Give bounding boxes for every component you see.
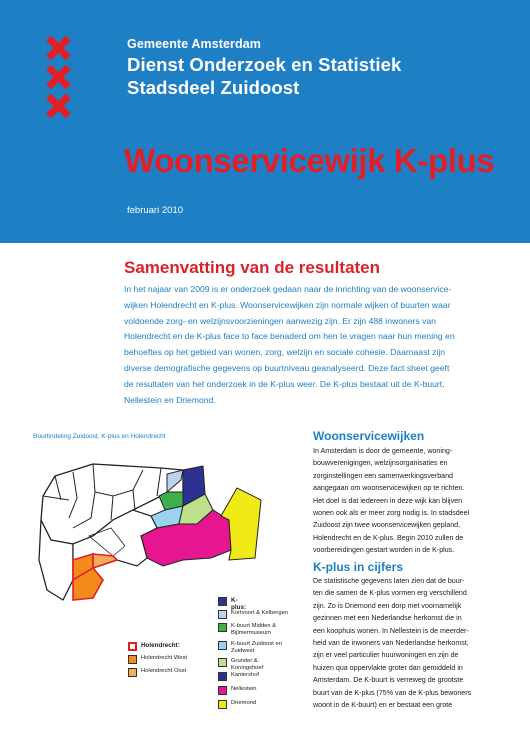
paragraph-line: een koophuis wonen. In Nellestein is de meerder- bbox=[313, 626, 469, 635]
summary-line: wijken Holendrecht en K-plus. Woonservicewijken zijn normale wijken of buurten waar bbox=[124, 299, 451, 310]
legend-heading-row bbox=[128, 642, 180, 651]
legend-item bbox=[218, 610, 291, 619]
amsterdam-crosses-logo bbox=[44, 36, 72, 123]
legend-item bbox=[218, 686, 291, 695]
legend-label: K-buurt Zuidoost en Zuidwest bbox=[231, 641, 282, 654]
cross-icon bbox=[44, 94, 72, 118]
paragraph-line: Zuidoost zijn twee woonservicewijken gepland, bbox=[313, 521, 461, 530]
summary-line: diverse demografische gegevens op buurtniveau geanalyseerd. Deze fact sheet geeft bbox=[124, 362, 450, 373]
woonservicewijken-heading: Woonservicewijken bbox=[313, 429, 425, 443]
summary-line: In het najaar van 2009 is er onderzoek gedaan naar de inrichting van de woonservice- bbox=[124, 284, 452, 294]
kplus-cijfers-paragraph bbox=[313, 575, 498, 711]
paragraph-line: gezinnen met een Nederlandse herkomst die in bbox=[313, 614, 462, 623]
kplus-cijfers-heading: K-plus in cijfers bbox=[313, 560, 404, 574]
header-banner bbox=[0, 0, 530, 243]
paragraph-line: woont in de K-buurt) en er bestaat een grote bbox=[313, 701, 453, 710]
paragraph-line: buurt van de K-plus (75% van de K-plus bewoners bbox=[313, 688, 472, 697]
legend-label: Kortvoort & Kelbergen bbox=[231, 610, 289, 616]
summary-heading: Samenvatting van de resultaten bbox=[124, 258, 381, 277]
woonservicewijken-paragraph bbox=[313, 445, 498, 557]
summary-line: voldoende zorg- en welzijnsvoorzieningen aanwezig zijn. Er zijn 488 inwoners van bbox=[124, 315, 436, 326]
neighbourhood-map bbox=[33, 440, 283, 610]
paragraph-line: In Amsterdam is door de gemeente, woning- bbox=[313, 447, 453, 455]
paragraph-line: ten die samen de K-plus vormen erg verschillend bbox=[313, 589, 467, 598]
legend-swatch bbox=[218, 658, 227, 667]
organisation-name: Gemeente Amsterdam bbox=[127, 37, 262, 51]
summary-line: behoeftes op het gebied van wonen, zorg, welzijn en sociale cohesie. Daarnaast zijn bbox=[124, 347, 446, 358]
legend-label: Grunder & Koningshoef bbox=[231, 658, 264, 671]
legend-swatch bbox=[128, 642, 137, 651]
paragraph-line: zorginstellingen een samenwerkingsverband bbox=[313, 471, 453, 480]
legend-item bbox=[218, 641, 291, 655]
summary-line: de resultaten van het onderzoek in de K-plus weer. De K-plus bestaat uit de K-buurt, bbox=[124, 378, 445, 389]
publication-date: februari 2010 bbox=[127, 205, 183, 216]
paragraph-line: bouwverenigingen, welzijnsorganisaties en bbox=[313, 459, 448, 468]
legend-item bbox=[218, 658, 291, 672]
cross-icon bbox=[44, 65, 72, 89]
legend-swatch bbox=[218, 641, 227, 650]
legend-label: Holendrecht Oost bbox=[141, 668, 187, 674]
legend-label: Driemond bbox=[231, 700, 257, 706]
legend-label: Kantershof bbox=[231, 672, 260, 678]
legend-label: Holendrecht West bbox=[141, 655, 187, 661]
legend-item bbox=[218, 623, 291, 637]
legend-swatch bbox=[218, 700, 227, 709]
paragraph-line: Holendrecht en de K-plus. Begin 2010 zullen de bbox=[313, 533, 464, 542]
legend-label: Nellestein bbox=[231, 686, 257, 692]
legend-heading-holendrecht: Holendrecht: bbox=[141, 642, 180, 649]
legend-swatch bbox=[218, 597, 227, 606]
legend-item bbox=[128, 668, 201, 677]
paragraph-line: Amsterdam. De K-buurt is verreweg de grootste bbox=[313, 676, 464, 685]
cross-icon bbox=[44, 36, 72, 60]
paragraph-line: zijn. Zo is Driemond een dorp met voornamelijk bbox=[313, 601, 462, 610]
paragraph-line: aangegaan om woonservicewijken op te richten. bbox=[313, 484, 465, 493]
legend-swatch bbox=[218, 672, 227, 681]
summary-line: Holendrecht en de K-plus face to face benaderd om hen te vragen naar hun mening en bbox=[124, 331, 455, 342]
paragraph-line: zijn er veel particulier huurwoningen en zijn de bbox=[313, 651, 459, 660]
paragraph-line: heid van de inwoners van Nederlandse herkomst, bbox=[313, 639, 469, 648]
paragraph-line: voorbereidingen gestart worden in de K-plus. bbox=[313, 546, 455, 555]
legend-label: K-buurt Midden & Bijlmermuseum bbox=[231, 623, 277, 636]
legend-swatch bbox=[218, 623, 227, 632]
district-name: Stadsdeel Zuidoost bbox=[127, 77, 300, 98]
legend-item bbox=[128, 655, 201, 664]
paragraph-line: huizen qua oppervlakte groter dan gemiddeld in bbox=[313, 663, 463, 672]
summary-paragraph bbox=[124, 282, 498, 408]
legend-swatch bbox=[218, 610, 227, 619]
legend-heading-kplus: K-plus: bbox=[231, 597, 247, 611]
legend-swatch bbox=[218, 686, 227, 695]
legend-heading-row bbox=[218, 597, 246, 611]
department-name: Dienst Onderzoek en Statistiek bbox=[127, 54, 402, 75]
legend-swatch bbox=[128, 655, 137, 664]
paragraph-line: Het doel is dat iedereen in deze wijk kan blijven bbox=[313, 496, 463, 505]
page-title: Woonservicewijk K-plus bbox=[124, 142, 495, 179]
map-caption: Buurtindeling Zuidoost, K-plus en Holendrecht bbox=[33, 433, 166, 440]
summary-line: Nellestein en Driemond. bbox=[124, 394, 216, 405]
paragraph-line: De statistische gegevens laten zien dat de buur- bbox=[313, 577, 465, 585]
legend-swatch bbox=[128, 668, 137, 677]
legend-item bbox=[218, 700, 291, 709]
legend-item bbox=[218, 672, 291, 681]
paragraph-line: wonen ook als er meer zorg nodig is. In stadsdeel bbox=[313, 509, 470, 518]
